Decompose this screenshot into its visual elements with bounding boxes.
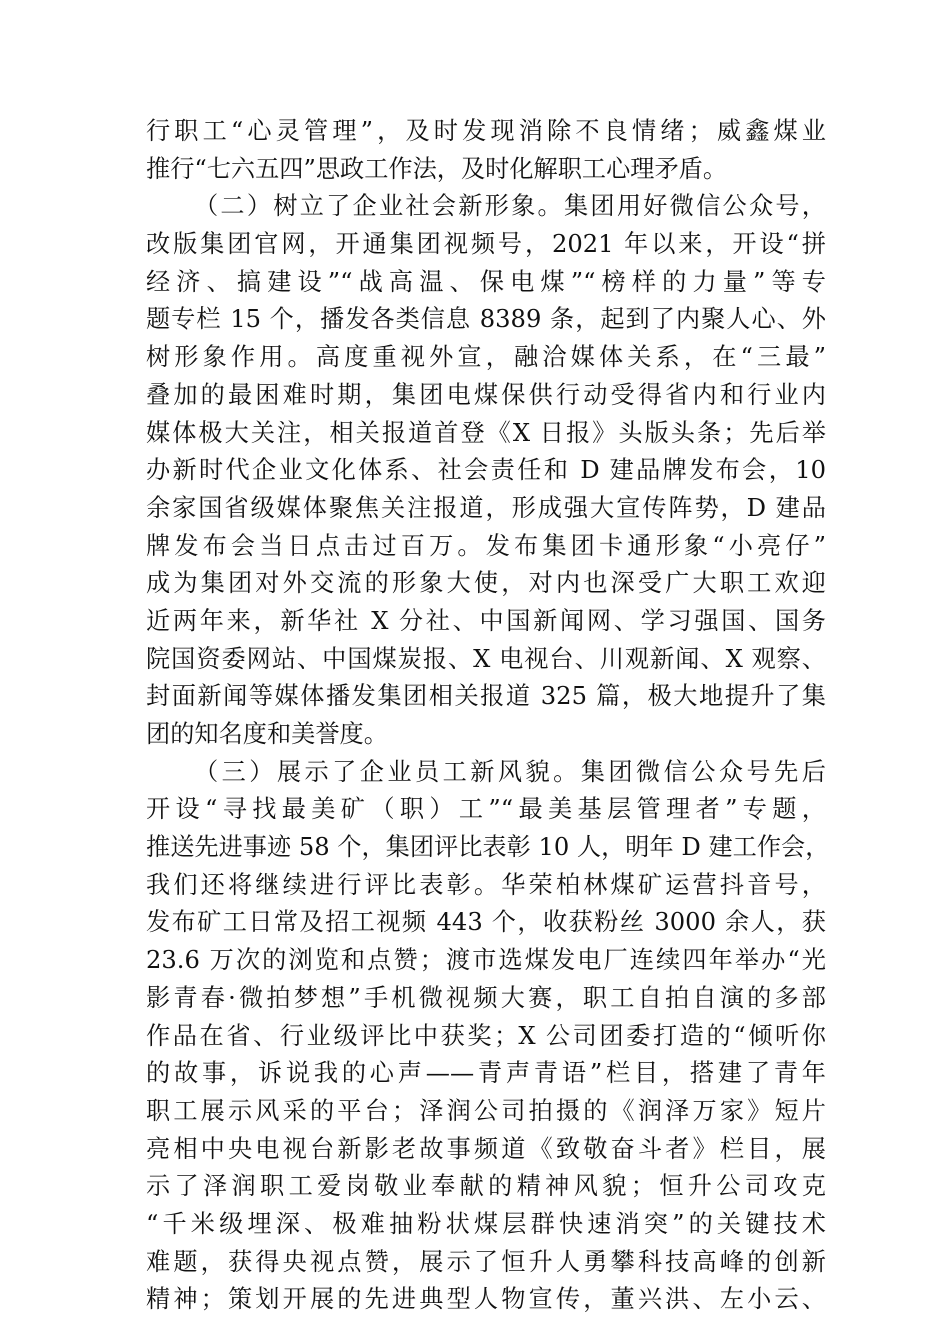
text-line: 作品在省、行业级评比中获奖；X 公司团委打造的“倾听你 — [146, 1021, 826, 1050]
text-line: 改版集团官网，开通集团视频号，2021 年以来，开设“拼 — [146, 230, 826, 259]
text-line: 余家国省级媒体聚焦关注报道，形成强大宣传阵势，D 建品 — [146, 493, 826, 522]
text-line: 推行“七六五四”思政工作法，及时化解职工心理矛盾。 — [146, 154, 728, 183]
text-line: 开设“寻找最美矿（职）工”“最美基层管理者”专题， — [146, 795, 826, 824]
text-line: 团的知名度和美誉度。 — [146, 720, 388, 748]
text-line: 示了泽润职工爱岗敬业奉献的精神风貌；恒升公司攻克 — [146, 1172, 826, 1201]
text-line: 叠加的最困难时期，集团电煤保供行动受得省内和行业内 — [146, 380, 826, 409]
text-line: 推送先进事迹 58 个，集团评比表彰 10 人，明年 D 建工作会， — [146, 833, 830, 862]
text-line: 牌发布会当日点击过百万。发布集团卡通形象“小亮仔” — [146, 531, 826, 560]
text-line: “千米级埋深、极难抽粉状煤层群快速消突”的关键技术 — [146, 1209, 826, 1238]
text-line: 成为集团对外交流的形象大使，对内也深受广大职工欢迎 — [146, 569, 826, 598]
text-line: 行职工“心灵管理”，及时发现消除不良情绪；威鑫煤业 — [146, 117, 826, 145]
body-text — [146, 113, 830, 1319]
text-line: 影青春·微拍梦想”手机微视频大赛，职工自拍自演的多部 — [146, 983, 826, 1012]
text-line: 办新时代企业文化体系、社会责任和 D 建品牌发布会，10 — [146, 456, 826, 485]
text-line: 近两年来，新华社 X 分社、中国新闻网、学习强国、国务 — [146, 606, 826, 635]
text-line: 我们还将继续进行评比表彰。华荣柏林煤矿运营抖音号， — [146, 870, 826, 899]
text-line: 经济、搞建设”“战高温、保电煤”“榜样的力量”等专 — [146, 267, 826, 296]
text-line: 封面新闻等媒体播发集团相关报道 325 篇，极大地提升了集 — [146, 682, 826, 711]
section-heading-line: （三）展示了企业员工新风貌。集团微信公众号先后 — [194, 757, 826, 786]
text-line: 的故事，诉说我的心声——青声青语”栏目，搭建了青年 — [146, 1059, 826, 1088]
text-line: 亮相中央电视台新影老故事频道《致敬奋斗者》栏目，展 — [146, 1134, 826, 1163]
text-line: 职工展示风采的平台；泽润公司拍摄的《润泽万家》短片 — [146, 1096, 826, 1125]
text-line: 树形象作用。高度重视外宣，融洽媒体关系，在“三最” — [146, 343, 826, 372]
text-line: 23.6 万次的浏览和点赞；渡市选煤发电厂连续四年举办“光 — [146, 946, 826, 975]
section-heading-line: （二）树立了企业社会新形象。集团用好微信公众号， — [194, 192, 826, 221]
text-line: 题专栏 15 个，播发各类信息 8389 条，起到了内聚人心、外 — [146, 305, 826, 334]
text-line: 精神；策划开展的先进典型人物宣传，董兴洪、左小云、 — [146, 1285, 826, 1314]
text-line: 院国资委网站、中国煤炭报、X 电视台、川观新闻、X 观察、 — [146, 644, 826, 673]
text-line: 发布矿工日常及招工视频 443 个，收获粉丝 3000 余人，获 — [146, 908, 826, 937]
text-line: 难题，获得央视点赞，展示了恒升人勇攀科技高峰的创新 — [146, 1247, 826, 1276]
text-line: 媒体极大关注，相关报道首登《X 日报》头版头条；先后举 — [146, 418, 826, 447]
